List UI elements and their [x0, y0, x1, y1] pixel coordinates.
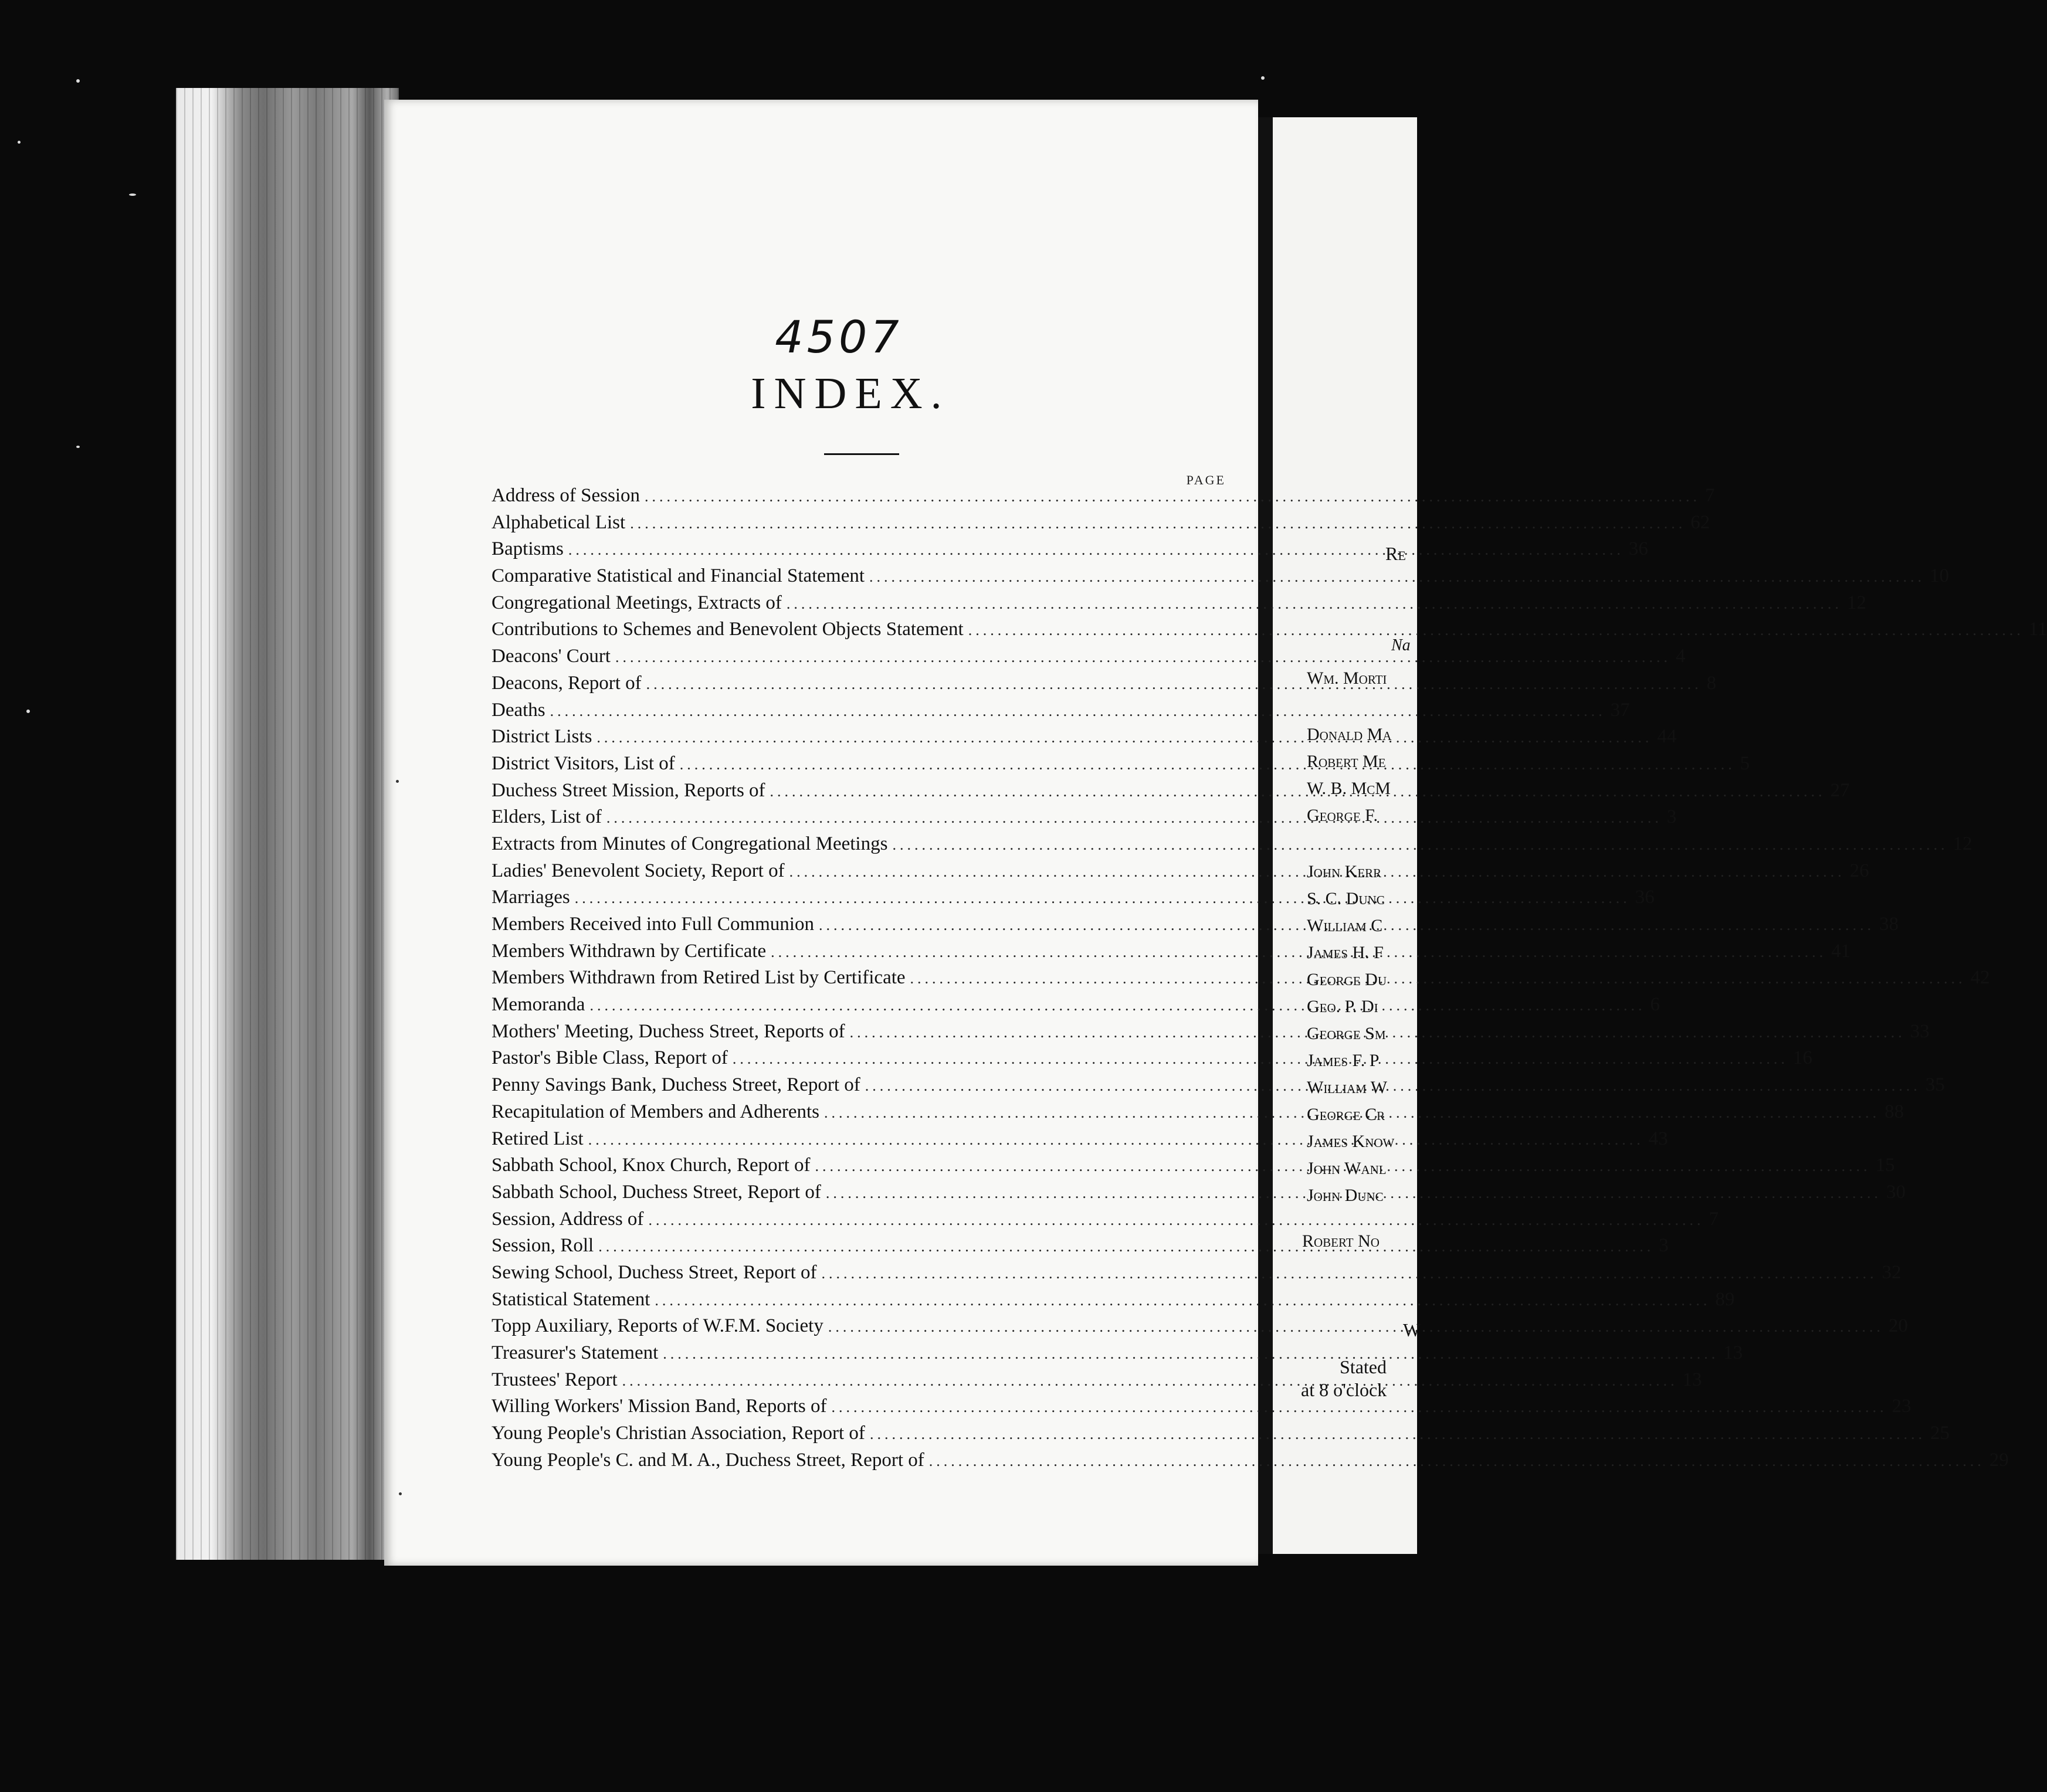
entry-title: District Visitors, List of	[492, 752, 675, 774]
facing-name-item: William W	[1307, 1078, 1388, 1097]
entry-page-number: 15	[1875, 1155, 1895, 1176]
entry-page-number: 27	[1830, 779, 1850, 801]
dot-leader	[630, 515, 1686, 532]
entry-page-number: 5	[1740, 752, 1750, 774]
entry-page-number: 32	[1882, 1261, 1902, 1283]
facing-stated-text: Stated	[1340, 1356, 1387, 1377]
facing-name-item: James Know	[1307, 1132, 1395, 1151]
dot-leader	[865, 1077, 1921, 1095]
facing-footer-heading: W	[1403, 1319, 1421, 1340]
entry-page-number: 62	[1690, 511, 1710, 533]
entry-title: Pastor's Bible Class, Report of	[492, 1047, 728, 1069]
entry-page-number: 44	[1657, 726, 1677, 748]
dot-leader	[655, 1292, 1710, 1309]
entry-page-number: 26	[1849, 860, 1869, 881]
dot-leader	[910, 970, 1966, 987]
facing-name-item: S. C. Dunc	[1307, 889, 1385, 908]
index-entry	[492, 1449, 2009, 1477]
dot-leader	[968, 622, 2024, 639]
dot-leader	[606, 809, 1662, 827]
dot-leader	[771, 943, 1826, 961]
index-entry	[492, 1261, 1902, 1289]
handwritten-note: 4507	[775, 311, 903, 363]
entry-page-number: 12	[1953, 833, 1973, 854]
index-entry	[492, 1423, 1950, 1450]
facing-name-item: John Dunc	[1307, 1186, 1384, 1205]
dust-speck	[76, 79, 80, 83]
index-entry	[492, 833, 1973, 860]
dot-leader	[892, 836, 1948, 854]
entry-page-number: 42	[1970, 967, 1990, 989]
entry-title: Mothers' Meeting, Duchess Street, Reports of	[492, 1020, 845, 1042]
dot-leader	[588, 1131, 1644, 1149]
entry-page-number: 13	[1682, 1369, 1702, 1390]
entry-title: Baptisms	[492, 538, 564, 560]
dot-leader	[550, 702, 1606, 720]
dot-leader	[929, 1452, 1985, 1470]
index-entry	[492, 1396, 1912, 1423]
index-entry	[492, 1315, 1908, 1342]
dust-speck	[396, 780, 399, 783]
entry-title: Sabbath School, Knox Church, Report of	[492, 1155, 811, 1176]
entry-title: Topp Auxiliary, Reports of W.F.M. Society	[492, 1315, 823, 1337]
entry-page-number: 37	[1610, 699, 1630, 721]
dot-leader	[822, 1265, 1877, 1282]
facing-time-text: at 8 o'clock	[1301, 1379, 1387, 1400]
dust-speck	[129, 194, 136, 196]
index-entry	[492, 565, 1950, 592]
dust-speck	[76, 446, 80, 448]
entry-page-number: 7	[1705, 485, 1715, 506]
entry-page-number: 25	[1930, 1423, 1950, 1444]
entry-page-number: 10	[1930, 565, 1950, 587]
book-page-edges	[176, 88, 399, 1560]
entry-page-number: 23	[1892, 1396, 1912, 1417]
dot-leader	[870, 1426, 1926, 1443]
index-entry	[492, 646, 1686, 673]
facing-name-item: George Du	[1307, 970, 1387, 989]
entry-page-number: 4	[1675, 646, 1686, 667]
entry-page-number: 20	[1888, 1315, 1908, 1337]
index-entry	[492, 699, 1630, 727]
dot-leader	[622, 1372, 1678, 1390]
entry-page-number: 38	[1879, 914, 1899, 935]
entry-title: Deacons' Court	[492, 646, 611, 667]
facing-name-item: John Wanl	[1307, 1159, 1387, 1178]
entry-title: Young People's C. and M. A., Duchess Street, Report of	[492, 1449, 924, 1471]
entry-page-number: 3	[1666, 806, 1677, 828]
facing-name-item: Donald Ma	[1307, 725, 1392, 744]
entry-title: Members Withdrawn from Retired List by Certificate	[492, 967, 906, 989]
entry-page-number: 30	[1886, 1181, 1906, 1203]
dot-leader	[828, 1318, 1884, 1336]
dot-leader	[733, 1050, 1788, 1068]
entry-title: Willing Workers' Mission Band, Reports of	[492, 1396, 827, 1417]
facing-name-item: Wm. Morti	[1307, 668, 1387, 688]
facing-name-item: John Kerr	[1307, 862, 1382, 881]
entry-title: Duchess Street Mission, Reports of	[492, 779, 765, 801]
entry-title: Marriages	[492, 887, 570, 908]
entry-page-number: 8	[1706, 672, 1717, 694]
dot-leader	[598, 1238, 1654, 1255]
entry-page-number: 33	[1910, 1020, 1930, 1042]
entry-title: Penny Savings Bank, Duchess Street, Report of	[492, 1074, 860, 1096]
dust-speck	[1261, 76, 1265, 80]
facing-name-item: William C	[1307, 916, 1383, 935]
entry-title: Sewing School, Duchess Street, Report of	[492, 1261, 817, 1283]
entry-title: Comparative Statistical and Financial Statement	[492, 565, 865, 587]
facing-heading: Re	[1385, 543, 1406, 564]
dot-leader	[589, 997, 1645, 1014]
entry-page-number: 16	[1792, 1047, 1812, 1069]
entry-title: Recapitulation of Members and Adherents	[492, 1101, 820, 1122]
entry-title: Statistical Statement	[492, 1288, 650, 1310]
entry-title: Young People's Christian Association, Report of	[492, 1423, 865, 1444]
facing-name-item: James H. F	[1307, 943, 1384, 962]
entry-page-number: 36	[1628, 538, 1648, 560]
page-column-label: PAGE	[1186, 473, 1226, 487]
entry-title: Deaths	[492, 699, 545, 721]
facing-name-item: Robert No	[1302, 1231, 1380, 1251]
entry-page-number: 3	[1659, 1235, 1669, 1257]
entry-title: Members Received into Full Communion	[492, 914, 814, 935]
entry-title: Address of Session	[492, 485, 640, 506]
entry-title: Session, Roll	[492, 1235, 594, 1257]
facing-name-item: George Sm	[1307, 1024, 1386, 1043]
entry-title: Contributions to Schemes and Benevolent Objects Statement	[492, 619, 964, 640]
dust-speck	[18, 141, 21, 144]
entry-title: Session, Address of	[492, 1208, 644, 1230]
dot-leader	[646, 676, 1702, 693]
index-entry	[492, 1208, 1719, 1236]
dot-leader	[680, 756, 1736, 773]
entry-title: Trustees' Report	[492, 1369, 618, 1390]
index-entry	[492, 511, 1710, 539]
dust-speck	[399, 1492, 402, 1495]
facing-name-item: Robert Me	[1307, 752, 1386, 771]
entry-title: Extracts from Minutes of Congregational Meetings	[492, 833, 888, 854]
dot-leader	[832, 1399, 1887, 1416]
entry-title: Memoranda	[492, 994, 585, 1016]
dot-leader	[648, 1211, 1704, 1229]
entry-page-number: 35	[1925, 1074, 1945, 1096]
entry-page-number: 11	[2028, 619, 2047, 640]
entry-page-number: 13	[1723, 1342, 1743, 1363]
dust-speck	[26, 710, 30, 713]
entry-title: Ladies' Benevolent Society, Report of	[492, 860, 785, 881]
dot-leader	[869, 568, 1925, 586]
entry-page-number: 43	[1648, 1128, 1668, 1149]
facing-name-item: James F. P	[1307, 1051, 1380, 1070]
entry-page-number: 88	[1885, 1101, 1904, 1122]
title-rule	[824, 453, 899, 455]
dot-leader	[597, 729, 1652, 746]
index-entry	[492, 1288, 1735, 1316]
entry-page-number: 29	[1989, 1449, 2009, 1471]
entry-title: Deacons, Report of	[492, 672, 642, 694]
entry-title: Sabbath School, Duchess Street, Report of	[492, 1181, 821, 1203]
entry-title: Congregational Meetings, Extracts of	[492, 592, 782, 613]
entry-page-number: 89	[1715, 1288, 1735, 1310]
facing-name-item: George F.	[1307, 806, 1378, 825]
entry-page-number: 36	[1635, 887, 1655, 908]
facing-name-item: Geo. P. Di	[1307, 997, 1378, 1016]
index-entry	[492, 592, 1866, 619]
entry-page-number: 7	[1709, 1208, 1719, 1230]
dot-leader	[645, 488, 1700, 505]
entry-page-number: 41	[1831, 940, 1851, 962]
entry-page-number: 12	[1846, 592, 1866, 613]
entry-title: Treasurer's Statement	[492, 1342, 659, 1363]
entry-page-number: 6	[1650, 994, 1660, 1016]
dot-leader	[663, 1345, 1719, 1363]
entry-title: Alphabetical List	[492, 511, 626, 533]
index-entry	[492, 485, 1715, 512]
dot-leader	[575, 890, 1631, 907]
dot-leader	[770, 783, 1826, 800]
entry-title: Members Withdrawn by Certificate	[492, 940, 767, 962]
entry-title: District Lists	[492, 726, 592, 748]
facing-subheading: Na	[1391, 636, 1411, 654]
facing-name-item: W. B. McM	[1307, 779, 1391, 798]
facing-name-item: George Cr	[1307, 1105, 1385, 1124]
page-title: INDEX.	[751, 369, 950, 418]
dot-leader	[568, 541, 1624, 559]
dot-leader	[615, 649, 1671, 666]
dot-leader	[787, 595, 1842, 613]
entry-title: Elders, List of	[492, 806, 602, 828]
entry-title: Retired List	[492, 1128, 584, 1149]
